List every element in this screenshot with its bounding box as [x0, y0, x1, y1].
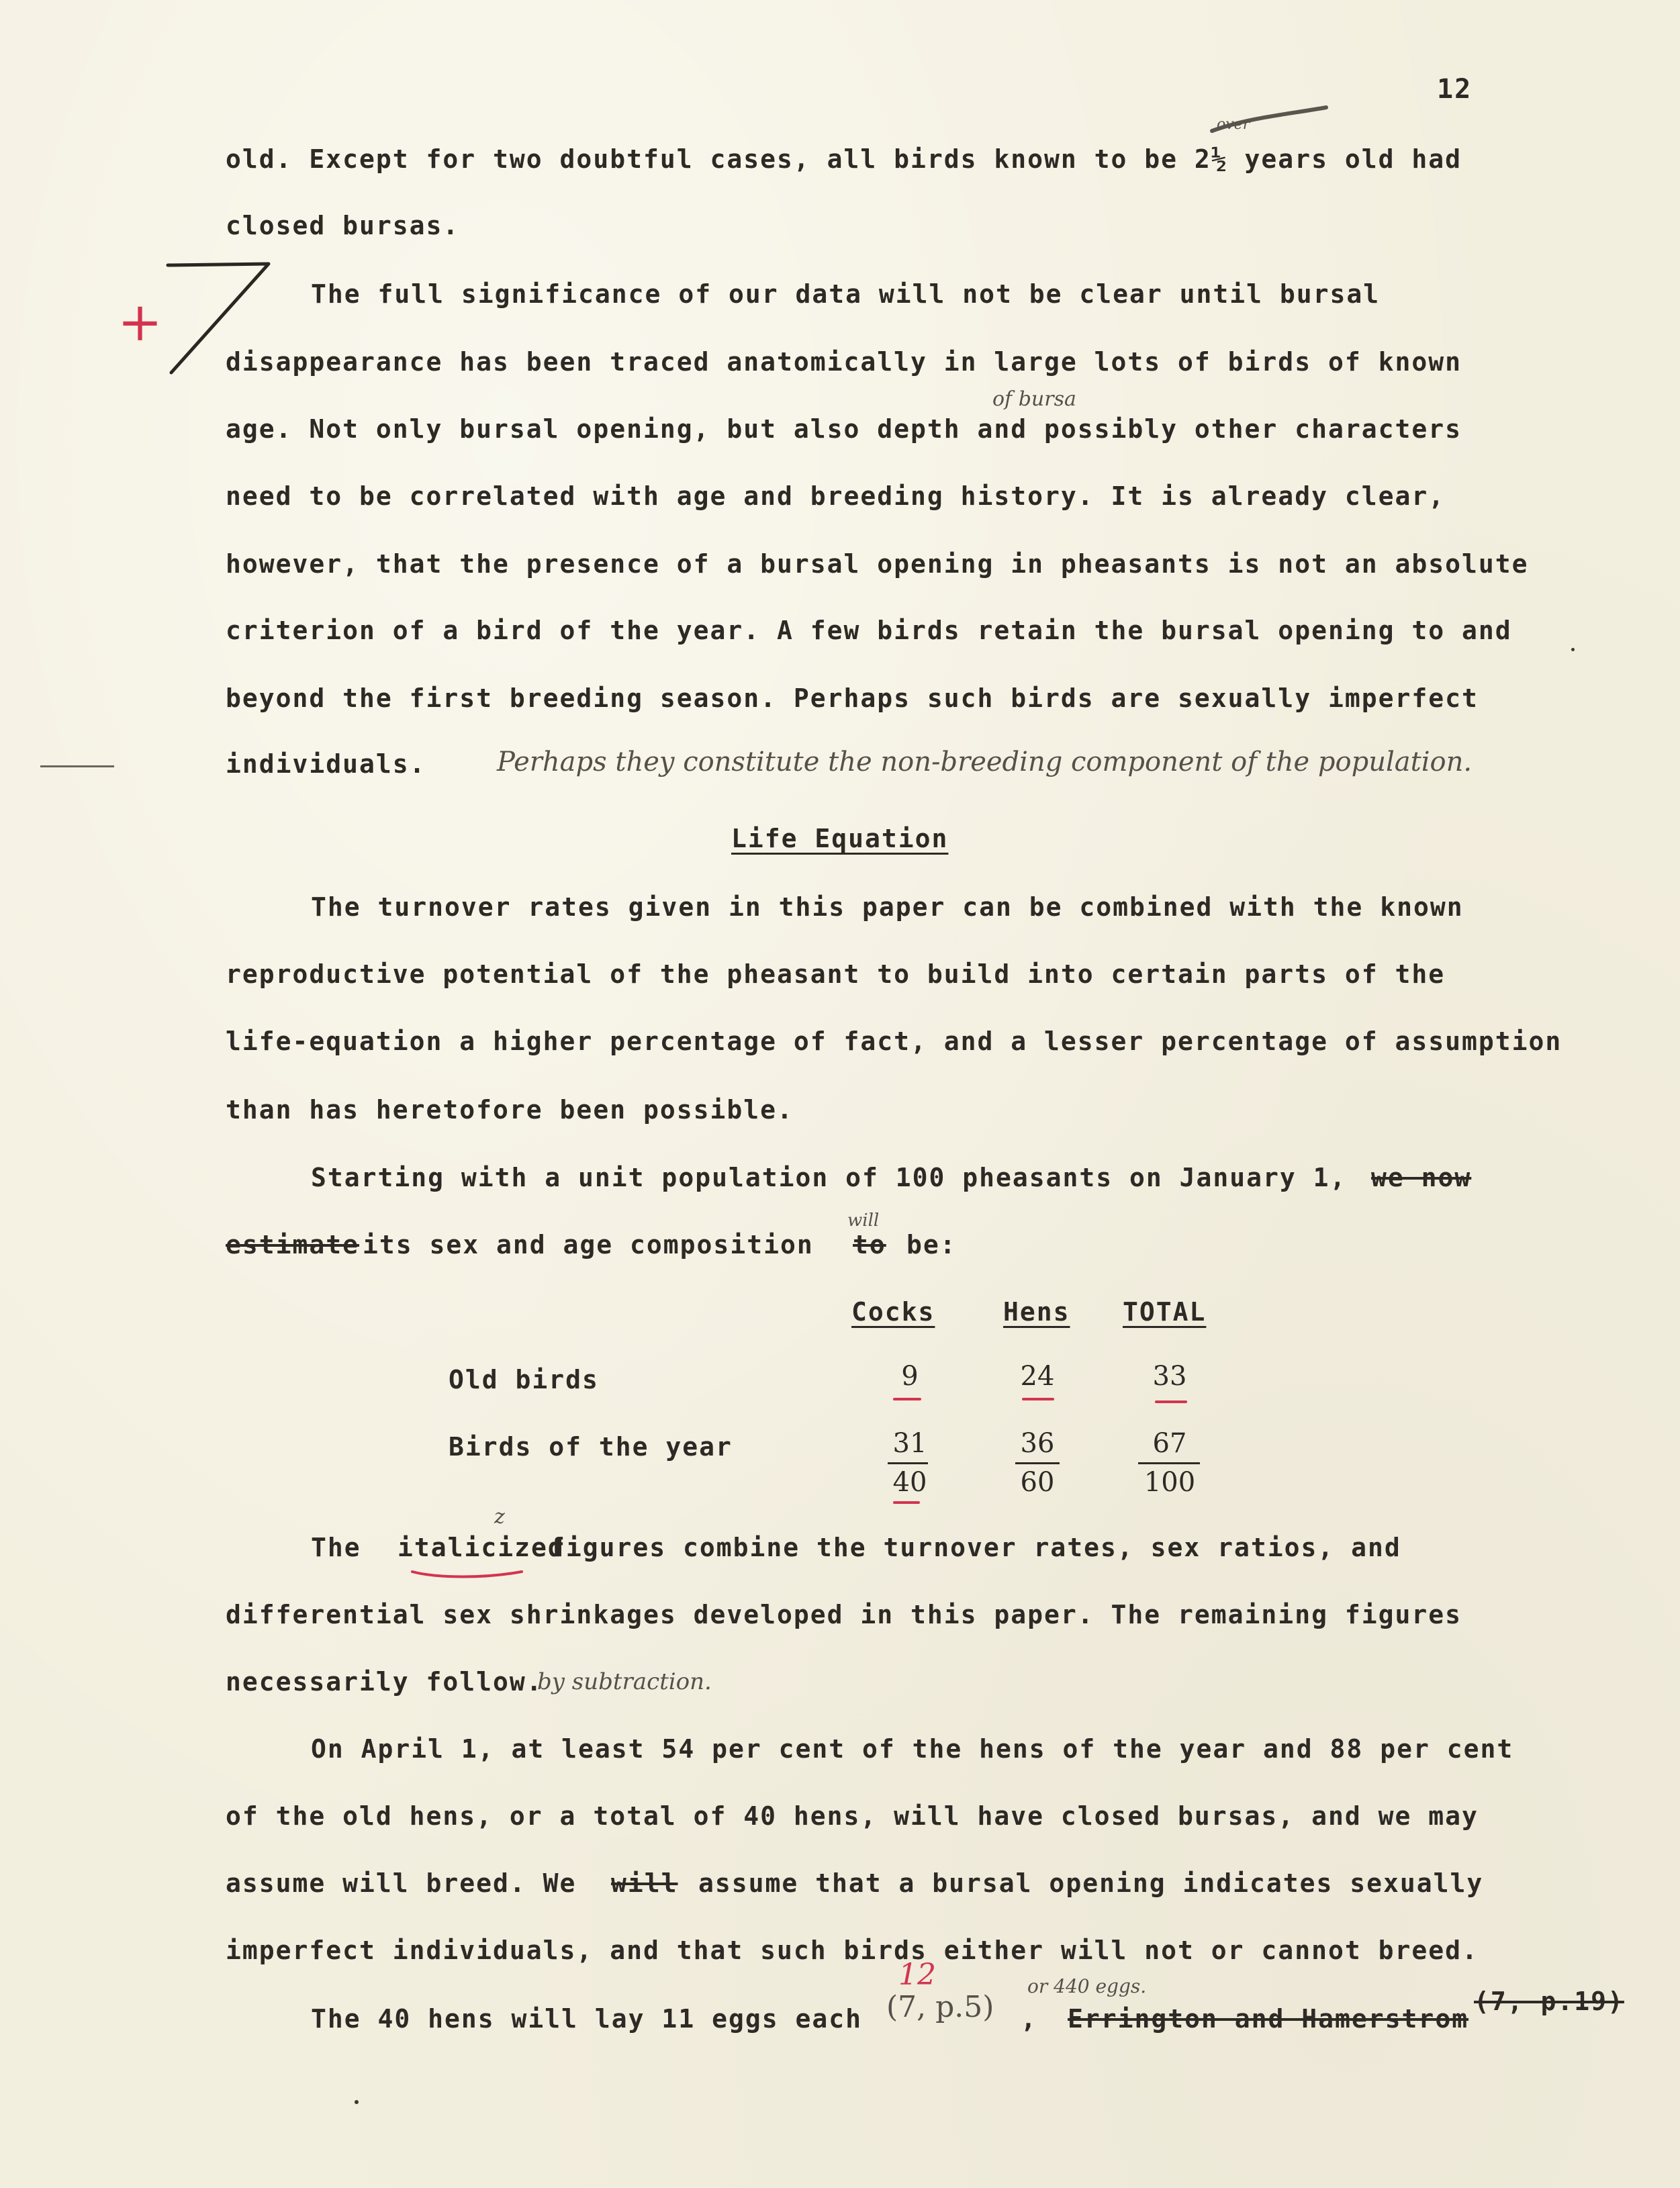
- handwritten-perhaps-note: Perhaps they constitute the non-breeding component of the population.: [497, 747, 1473, 777]
- red-handwritten-twelve: 12: [898, 1958, 936, 1992]
- text-line: life-equation a higher percentage of fact, and a lesser percentage of assumption: [226, 1027, 1562, 1056]
- table-sum-line: [1015, 1462, 1060, 1464]
- table-header-total: TOTAL: [1123, 1297, 1207, 1327]
- ink-speck: [355, 2100, 359, 2104]
- red-underline: [1022, 1398, 1054, 1400]
- handwritten-by-subtraction: by subtraction.: [537, 1668, 712, 1695]
- text-line: differential sex shrinkages developed in this paper. The remaining figures: [226, 1600, 1462, 1629]
- text-line: disappearance has been traced anatomically in large lots of birds of known: [226, 347, 1462, 377]
- text-line: age. Not only bursal opening, but also depth and possibly other characters: [226, 414, 1462, 444]
- struck-text: estimate: [226, 1230, 360, 1259]
- table-cell-cocks: 31: [892, 1428, 927, 1459]
- table-total-cocks: 40: [892, 1467, 927, 1498]
- text-line: assume that a bursal opening indicates sexually: [698, 1868, 1484, 1898]
- struck-text: Errington and Hamerstrom: [1068, 2004, 1469, 2034]
- text-line: assume will breed. We: [226, 1868, 577, 1898]
- text-line: criterion of a bird of the year. A few birds retain the bursal opening to and: [226, 616, 1512, 645]
- red-underline: [1155, 1400, 1187, 1403]
- text-line: imperfect individuals, and that such birds either will not or cannot breed.: [226, 1936, 1479, 1965]
- red-underline: [893, 1501, 920, 1504]
- section-heading: Life Equation: [731, 824, 949, 853]
- text-line: individuals.: [226, 749, 426, 779]
- text-line: its sex and age composition: [363, 1230, 814, 1259]
- text-line: closed bursas.: [226, 211, 460, 240]
- table-header-hens: Hens: [1003, 1297, 1070, 1327]
- table-sum-line: [888, 1462, 928, 1464]
- page-number: 12: [1437, 74, 1473, 105]
- handwritten-440-eggs: or 440 eggs.: [1027, 1975, 1147, 1997]
- handwritten-over-note: over: [1217, 116, 1250, 133]
- table-cell-hens: 24: [1020, 1361, 1055, 1392]
- struck-text: to: [853, 1230, 886, 1259]
- table-sum-line: [1138, 1462, 1200, 1464]
- text-line: reproductive potential of the pheasant to build into certain parts of the: [226, 959, 1446, 989]
- table-total-hens: 60: [1020, 1467, 1055, 1498]
- table-cell-total: 67: [1152, 1428, 1187, 1459]
- red-underline-curve: [411, 1568, 525, 1581]
- text-line: old. Except for two doubtful cases, all birds known to be 2½ years old had: [226, 144, 1462, 174]
- text-line: of the old hens, or a total of 40 hens, will have closed bursas, and we may: [226, 1801, 1479, 1831]
- text-line: however, that the presence of a bursal opening in pheasants is not an absolute: [226, 549, 1529, 579]
- table-cell-total: 33: [1152, 1361, 1187, 1392]
- text-line: need to be correlated with age and breeding history. It is already clear,: [226, 481, 1446, 511]
- struck-citation: (7, p.19): [1474, 1987, 1624, 2016]
- table-row-label: Old birds: [449, 1365, 599, 1394]
- text-line: beyond the first breeding season. Perhaps such birds are sexually imperfect: [226, 683, 1479, 713]
- italicized-word: italicized: [398, 1533, 565, 1562]
- table-header-cocks: Cocks: [851, 1297, 935, 1327]
- text-line: figures combine the turnover rates, sex ratios, and: [549, 1533, 1401, 1562]
- table-cell-cocks: 9: [901, 1361, 919, 1392]
- text-line: than has heretofore been possible.: [226, 1095, 794, 1125]
- text-line: The turnover rates given in this paper can be combined with the known: [311, 892, 1464, 922]
- text-line: The full significance of our data will not be clear until bursal: [311, 279, 1381, 309]
- handwritten-of-bursa: of bursa: [992, 387, 1076, 411]
- text-line: Starting with a unit population of 100 pheasants on January 1,: [311, 1163, 1347, 1192]
- text-line: ,: [1021, 2004, 1037, 2034]
- handwritten-will-insert: will: [847, 1210, 880, 1231]
- text-line: The 40 hens will lay 11 eggs each: [311, 2004, 862, 2034]
- margin-dash: [40, 765, 114, 767]
- struck-text: will: [611, 1868, 678, 1898]
- table-cell-hens: 36: [1020, 1428, 1055, 1459]
- text-line: necessarily follow.: [226, 1667, 543, 1697]
- ink-speck: [1571, 648, 1575, 651]
- handwritten-citation: (7, p.5): [886, 1990, 994, 2024]
- text-line: The: [311, 1533, 361, 1562]
- red-underline: [893, 1398, 921, 1400]
- text-line: On April 1, at least 54 per cent of the hens of the year and 88 per cent: [311, 1734, 1514, 1764]
- red-plus-mark: +: [118, 291, 163, 353]
- table-total-total: 100: [1144, 1467, 1196, 1498]
- table-row-label: Birds of the year: [449, 1432, 733, 1462]
- handwritten-z-insert: z: [494, 1505, 505, 1529]
- text-line: be:: [906, 1230, 957, 1259]
- struck-text: we now: [1371, 1163, 1472, 1192]
